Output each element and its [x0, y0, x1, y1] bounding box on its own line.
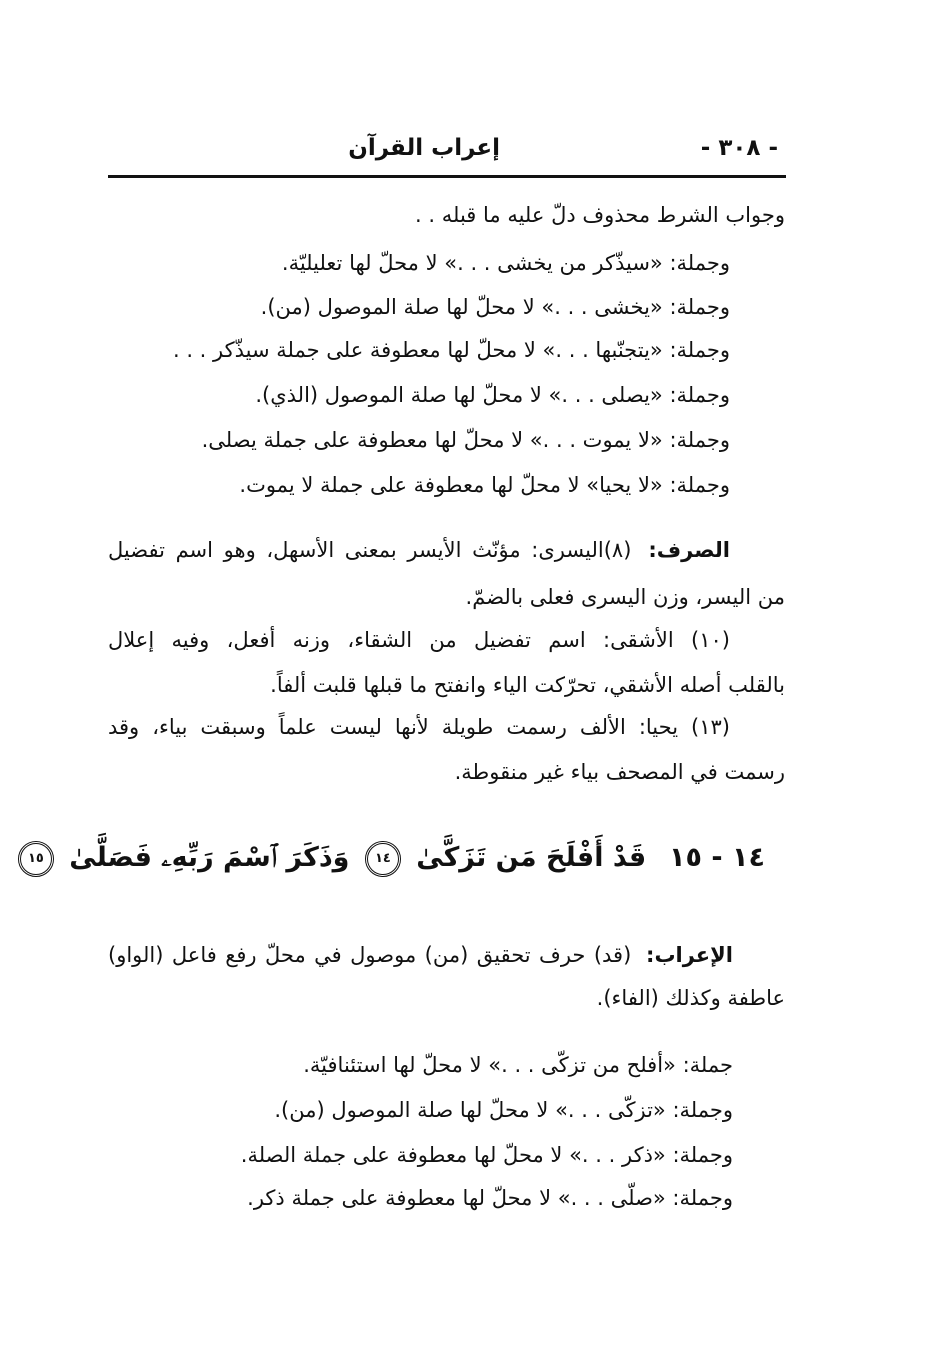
verse-heading [12, 828, 765, 888]
sentence-line: وجملة: «ذكر . . .» لا محلّ لها معطوفة على جملة الصلة. [240, 1143, 733, 1167]
ayah-marker: ١٥ [18, 841, 54, 877]
morphology-line: رسمت في المصحف بياء غير منقوطة. [454, 760, 785, 784]
verse-numbers: ١٤ - ١٥ [669, 842, 765, 873]
sentence-line: وجملة: «لا يموت . . .» لا محلّ لها معطوفة على جملة يصلى. [201, 428, 730, 452]
grammar-line [108, 935, 733, 975]
sentence-line: وجملة: «يصلى . . .» لا محلّ لها صلة الموصول (الذي). [255, 383, 730, 407]
sentence-line: وجملة: «تزكّى . . .» لا محلّ لها صلة الموصول (من). [274, 1098, 733, 1122]
sentence-line: وجملة: «لا يحيا» لا محلّ لها معطوفة على جملة لا يموت. [239, 473, 730, 497]
header-rule [108, 175, 786, 178]
page-number: - ٣٠٨ - [700, 135, 778, 161]
sentence-line: وجملة: «صلّى . . .» لا محلّ لها معطوفة على جملة ذكر. [247, 1186, 733, 1210]
morphology-label: الصرف: [648, 538, 730, 562]
grammar-label: الإعراب: [646, 943, 733, 967]
sentence-line: وجملة: «سيذّكر من يخشى . . .» لا محلّ لها تعليليّة. [281, 251, 730, 275]
verse-text-1: قَدْ أَفْلَحَ مَن تَزَكَّىٰ [416, 842, 647, 873]
running-title: إعراب القرآن [348, 135, 500, 161]
morphology-line [108, 530, 730, 570]
sentence-line: وجملة: «يخشى . . .» لا محلّ لها صلة الموصول (من). [260, 295, 730, 319]
ayah-marker: ١٤ [365, 841, 401, 877]
morphology-line: بالقلب أصله الأشقي، تحرّكت الياء وانفتح ما قبلها قلبت ألفاً. [270, 673, 785, 697]
grammar-text: (قد) حرف تحقيق (من) موصول في محلّ رفع فاعل (الواو) [108, 943, 632, 967]
verse-text-2: وَذَكَرَ ٱسْمَ رَبِّهِۦ فَصَلَّىٰ [69, 842, 350, 873]
morphology-line: (١٣) يحيا: الألف رسمت طويلة لأنها ليست علماً وسبقت بياء، وقد [108, 715, 730, 739]
intro-line: وجواب الشرط محذوف دلّ عليه ما قبله . . [415, 203, 785, 227]
sentence-line: جملة: «أفلح من تزكّى . . .» لا محلّ لها استئنافيّة. [303, 1053, 733, 1077]
sentence-line: وجملة: «يتجنّبها . . .» لا محلّ لها معطوفة على جملة سيذّكر . . . [172, 338, 730, 362]
morphology-line: من اليسر، وزن اليسرى فعلى بالضمّ. [465, 585, 785, 609]
morphology-text: (٨)اليسرى: مؤنّث الأيسر بمعنى الأسهل، وهو اسم تفضيل [108, 538, 632, 562]
grammar-line: عاطفة وكذلك (الفاء). [596, 986, 785, 1010]
morphology-line: (١٠) الأشقى: اسم تفضيل من الشقاء، وزنه أفعل، وفيه إعلال [108, 628, 730, 652]
